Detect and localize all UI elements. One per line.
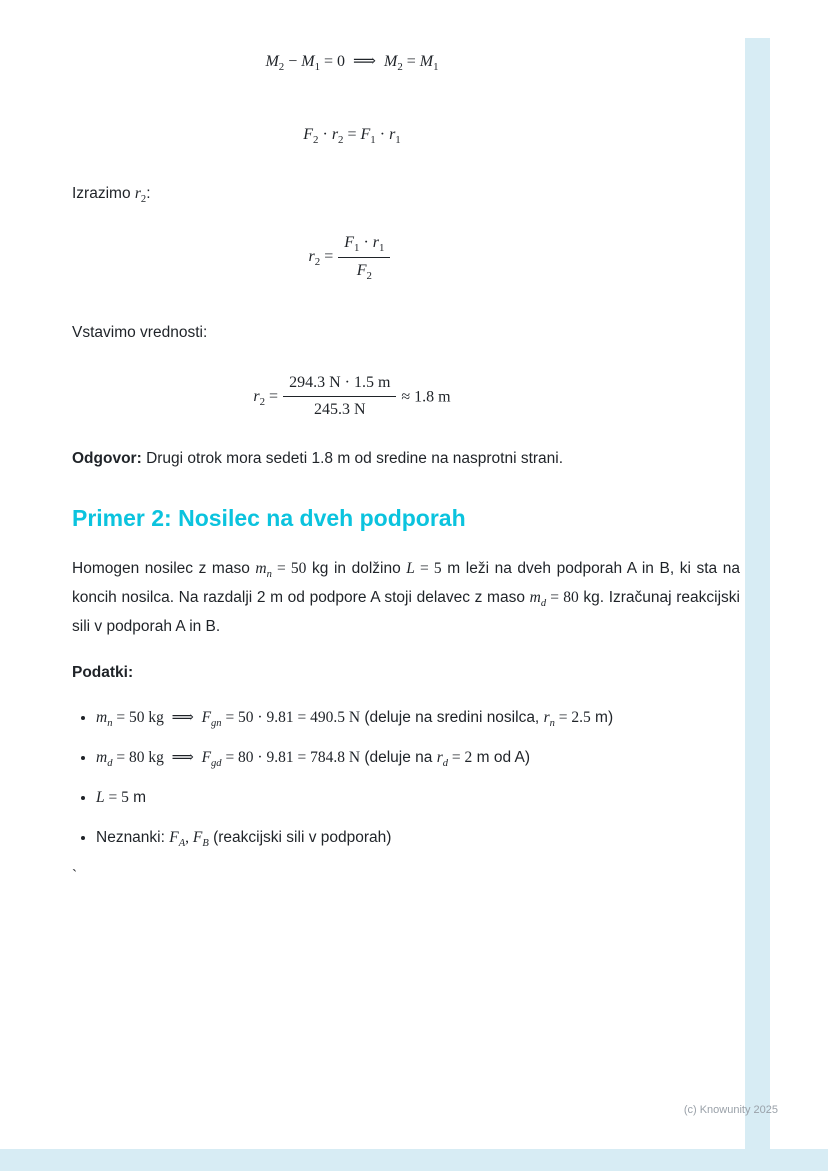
- list-item: • $m_n = 50$ kg ⟹ $F_{gn} = 50 \cdot 9.81 = 490.5$ N (deluje na sredini nosilca, $r_n = 2.5$ m): [96, 704, 740, 732]
- equation-moment-balance: $M_2 - M_1 = 0$ ⟹ $M_2 = M_1$: [265, 53, 439, 74]
- equation-lhs: $r_2$ =: [308, 248, 334, 269]
- podatki-label: Podatki:: [72, 663, 134, 681]
- fraction: [283, 373, 396, 422]
- equation-rhs: ≈ 1.8 m: [401, 388, 451, 406]
- fraction: [338, 233, 390, 282]
- answer-label: Odgovor:: [72, 450, 142, 468]
- numerator: 294.3 N · 1.5 m: [283, 373, 396, 398]
- bottom-stripe: [0, 1149, 828, 1171]
- equation-torque-balance: $F_2 \cdot r_2 = F_1 \cdot r_1$: [303, 125, 401, 146]
- answer-text: Drugi otrok mora sedeti 1.8 m od sredine na nasprotni strani.: [146, 450, 564, 468]
- section-heading-primer-2: Primer 2: Nosilec na dveh podporah: [72, 504, 466, 531]
- footer-credit: (c) Knowunity 2025: [683, 1104, 778, 1116]
- equation-r2-values: [72, 373, 632, 422]
- denominator: $F_2$: [356, 261, 372, 282]
- text-vstavimo: Vstavimo vrednosti:: [72, 324, 208, 342]
- numerator: $F_1 \cdot r_1$: [338, 233, 390, 258]
- list-item: • Neznanki: $F_A$, $F_B$ (reakcijski sili v podporah): [96, 824, 740, 852]
- problem-statement: Homogen nosilec z maso $m_n = 50$ kg in dolžino L = 5 m leži na dveh podporah A in B, ki sta na koncih nosilca. Na razdalji 2 m od podpore A stoji delavec z maso $m_d = 80$ kg. Izračunaj reakcijski sili v podporah A in B.: [72, 559, 740, 635]
- list-item: • $m_d = 80$ kg ⟹ $F_{gd} = 80 \cdot 9.81 = 784.8$ N (deluje na $r_d = 2$ m od A): [96, 744, 740, 772]
- equation-lhs: $r_2$ =: [253, 388, 279, 409]
- equation-r2-expression: [72, 233, 632, 282]
- stray-backtick: `: [72, 867, 78, 885]
- answer-paragraph: [72, 447, 740, 470]
- denominator: 245.3 N: [313, 401, 366, 419]
- data-list: [72, 704, 740, 852]
- list-item: • L = 5 m: [96, 784, 740, 812]
- text-izrazimo: Izrazimo $r_2$:: [72, 184, 151, 205]
